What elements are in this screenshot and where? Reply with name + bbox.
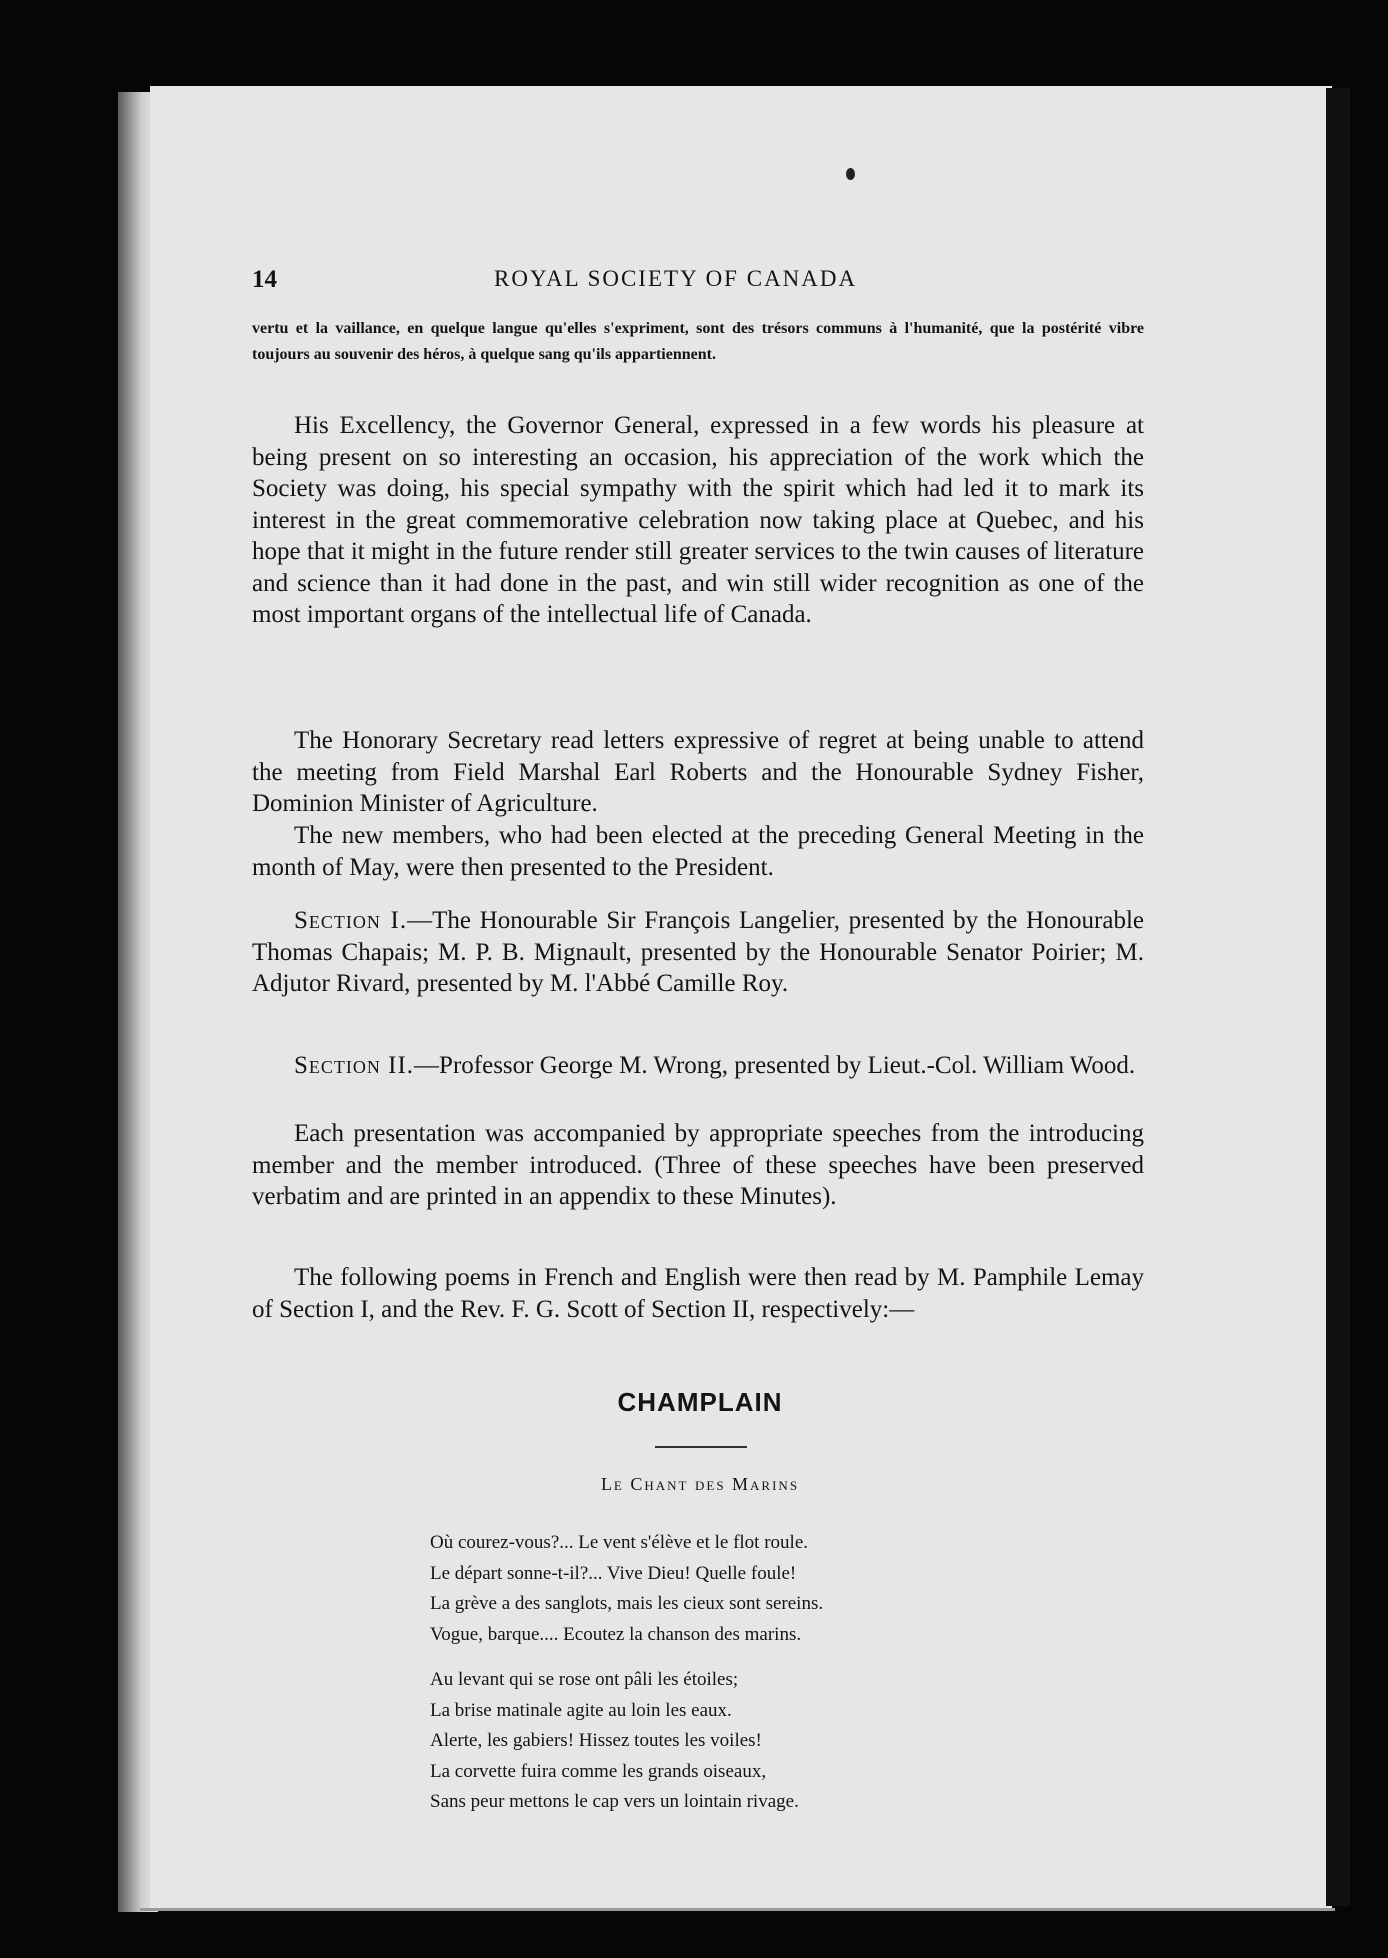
poem-line: Sans peur mettons le cap vers un lointain rivage. xyxy=(430,1791,799,1812)
paragraph-presentations: Each presentation was accompanied by appropriate speeches from the introducing member and the member introduced. (Three of these speeches have been preserved verbatim and are printed in an appendix to these Minutes). xyxy=(252,1120,1144,1210)
poem-subtitle: Le Chant des Marins xyxy=(600,1474,800,1494)
title-rule xyxy=(655,1446,747,1448)
poem-stanza-1 xyxy=(430,1528,823,1650)
poem-line: La brise matinale agite au loin les eaux. xyxy=(430,1699,732,1721)
section-two-text: —Professor George M. Wrong, presented by Lieut.-Col. William Wood. xyxy=(414,1052,1136,1079)
poem-line: Où courez-vous?... Le vent s'élève et le flot roule. xyxy=(430,1532,808,1553)
paragraph-governor: His Excellency, the Governor General, expressed in a few words his pleasure at being present on so interesting an occasion, his appreciation of the work which the Society was doing, his special sympathy with the spirit which had led it to mark its interest in the great commemorative celebration now taking place at Quebec, and his hope that it might in the future render still greater services to the twin causes of literature and science than it had done in the past, and win still wider recognition as one of the most important organs of the intellectual life of Canada. xyxy=(252,412,1144,628)
paragraph-poems: The following poems in French and English were then read by M. Pamphile Lemay of Section I, and the Rev. F. G. Scott of Section II, respectively:— xyxy=(252,1264,1144,1323)
section-one-text: —The Honourable Sir François Langelier, presented by the Honourable Thomas Chapais; M. P. B. Mignault, presented by the Honourable Senator Poirier; M. Adjutor Rivard, presented by M. l'Abbé Camille Roy. xyxy=(252,907,1145,997)
poem-title: CHAMPLAIN xyxy=(617,1387,783,1417)
poem-line: Vogue, barque.... Ecoutez la chanson des marins. xyxy=(430,1623,802,1645)
paragraph-new-members: The new members, who had been elected at the preceding General Meeting in the month of May, were then presented to the President. xyxy=(252,822,1144,881)
poem-line: La corvette fuira comme les grands oiseaux, xyxy=(430,1760,767,1782)
poem-line: La grève a des sanglots, mais les cieux sont sereins. xyxy=(430,1593,824,1614)
page-number: 14 xyxy=(252,266,277,293)
poem-stanza-2 xyxy=(430,1665,799,1818)
ink-mark xyxy=(846,168,855,180)
scan-edge xyxy=(1326,88,1350,1906)
poem-line: Alerte, les gabiers! Hissez toutes les voiles! xyxy=(430,1730,762,1751)
section-one-paragraph xyxy=(252,905,1144,1000)
running-head: ROYAL SOCIETY OF CANADA xyxy=(494,266,858,291)
section-one-label: Section I. xyxy=(294,907,408,934)
poem-line: Au levant qui se rose ont pâli les étoiles; xyxy=(430,1669,739,1690)
poem-line: Le départ sonne-t-il?... Vive Dieu! Quelle foule! xyxy=(430,1562,797,1584)
paragraph-secretary: The Honorary Secretary read letters expressive of regret at being unable to attend the meeting from Field Marshal Earl Roberts and the Honourable Sydney Fisher, Dominion Minister of Agriculture. xyxy=(252,727,1144,817)
continuation-text: vertu et la vaillance, en quelque langue qu'elles s'expriment, sont des trésors communs à l'humanité, que la postérité vibre toujours au souvenir des héros, à quelque sang qu'ils appartiennent. xyxy=(252,320,1144,363)
page-bottom-edge xyxy=(140,1908,1335,1911)
section-two-label: Section II. xyxy=(294,1052,415,1079)
section-two-paragraph xyxy=(252,1050,1144,1082)
